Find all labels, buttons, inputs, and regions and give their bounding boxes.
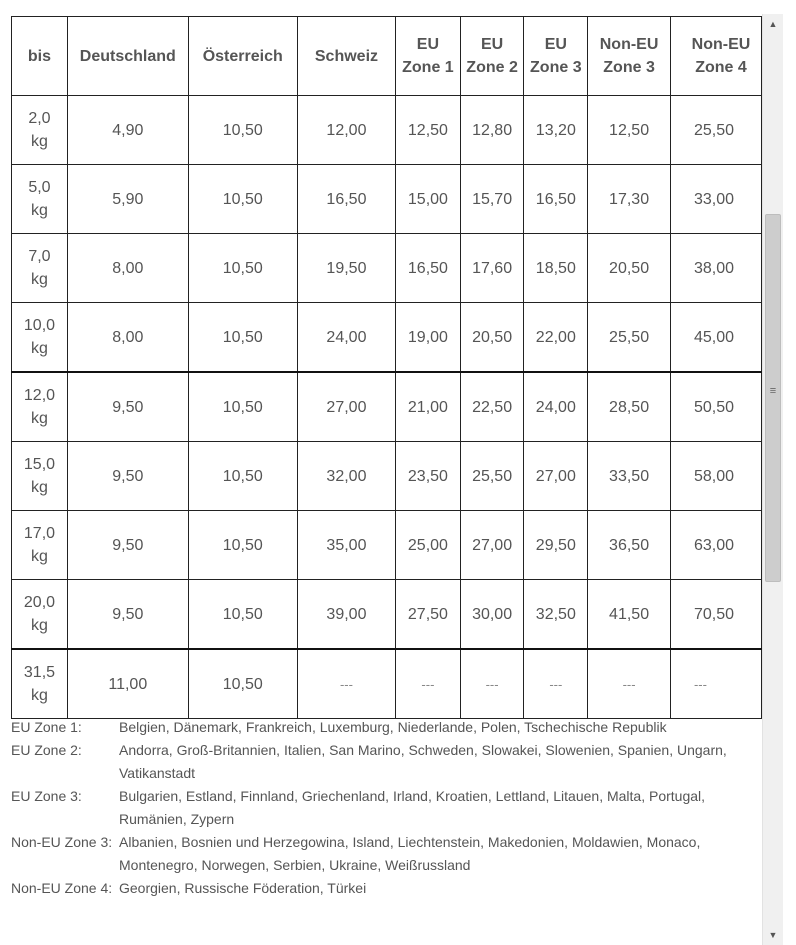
price-cell: 63,00 <box>670 511 761 580</box>
price-cell: 27,00 <box>460 511 524 580</box>
zone-note <box>11 739 756 785</box>
price-cell: 4,90 <box>67 96 188 165</box>
weight-cell: 12,0 kg <box>12 372 68 442</box>
price-cell: --- <box>297 649 395 719</box>
price-cell: 9,50 <box>67 442 188 511</box>
zone-note-label: Non-EU Zone 4: <box>11 880 113 896</box>
price-cell: 23,50 <box>396 442 461 511</box>
price-cell: 32,50 <box>524 580 588 650</box>
zone-note-countries: Belgien, Dänemark, Frankreich, Luxemburg, Niederlande, Polen, Tschechische Republik <box>119 719 667 735</box>
price-cell: --- <box>460 649 524 719</box>
zone-note-label: EU Zone 1: <box>11 719 82 735</box>
weight-cell: 5,0 kg <box>12 165 68 234</box>
price-cell: 33,00 <box>670 165 761 234</box>
price-cell: 10,50 <box>188 303 297 373</box>
price-cell: --- <box>670 649 761 719</box>
price-cell: 24,00 <box>524 372 588 442</box>
vertical-scrollbar[interactable] <box>762 14 783 945</box>
price-cell: 12,00 <box>297 96 395 165</box>
weight-cell: 20,0 kg <box>12 580 68 650</box>
table-row <box>12 649 762 719</box>
price-cell: 24,00 <box>297 303 395 373</box>
weight-cell: 10,0 kg <box>12 303 68 373</box>
price-cell: 45,00 <box>670 303 761 373</box>
zone-note-label: EU Zone 2: <box>11 742 82 758</box>
price-cell: 33,50 <box>588 442 671 511</box>
price-cell: 20,50 <box>588 234 671 303</box>
table-row <box>12 580 762 650</box>
price-cell: 21,00 <box>396 372 461 442</box>
price-cell: --- <box>588 649 671 719</box>
table-row <box>12 442 762 511</box>
price-cell: 27,00 <box>297 372 395 442</box>
zone-note-label: Non-EU Zone 3: <box>11 834 113 850</box>
table-row <box>12 511 762 580</box>
grip-icon: ≡ <box>769 385 777 397</box>
zone-note <box>11 877 756 900</box>
price-cell: 36,50 <box>588 511 671 580</box>
zone-note <box>11 716 756 739</box>
price-cell: 58,00 <box>670 442 761 511</box>
price-cell: 29,50 <box>524 511 588 580</box>
header-eu-zone-3: EU Zone 3 <box>524 17 588 96</box>
zone-note <box>11 785 756 831</box>
price-cell: 18,50 <box>524 234 588 303</box>
header-weight-limit: bis <box>12 17 68 96</box>
zone-note-countries: Albanien, Bosnien und Herzegowina, Island, Liechtenstein, Makedonien, Moldawien, Monaco, Montenegro, Norwegen, Serbien, Ukraine, Weißrussland <box>119 834 701 873</box>
price-cell: 17,30 <box>588 165 671 234</box>
weight-cell: 15,0 kg <box>12 442 68 511</box>
price-cell: 9,50 <box>67 580 188 650</box>
table-row <box>12 303 762 373</box>
header-deutschland: Deutschland <box>67 17 188 96</box>
price-cell: 10,50 <box>188 580 297 650</box>
price-cell: 16,50 <box>524 165 588 234</box>
table-row <box>12 372 762 442</box>
header-eu-zone-2: EU Zone 2 <box>460 17 524 96</box>
header-non-eu-zone-3: Non-EU Zone 3 <box>588 17 671 96</box>
zone-legend <box>11 716 756 900</box>
price-cell: 8,00 <box>67 234 188 303</box>
price-cell: 20,50 <box>460 303 524 373</box>
price-cell: 10,50 <box>188 511 297 580</box>
price-cell: 30,00 <box>460 580 524 650</box>
price-cell: 10,50 <box>188 442 297 511</box>
price-cell: 27,00 <box>524 442 588 511</box>
price-cell: --- <box>524 649 588 719</box>
scroll-down-icon[interactable]: ▼ <box>768 930 778 940</box>
scroll-up-icon[interactable]: ▲ <box>768 19 778 29</box>
weight-cell: 2,0 kg <box>12 96 68 165</box>
table-header-row <box>12 17 762 96</box>
table-row <box>12 165 762 234</box>
shipping-rates-table <box>11 16 762 719</box>
price-cell: 15,00 <box>396 165 461 234</box>
table-row <box>12 234 762 303</box>
price-cell: 22,00 <box>524 303 588 373</box>
price-cell: 8,00 <box>67 303 188 373</box>
weight-cell: 31,5 kg <box>12 649 68 719</box>
price-cell: 27,50 <box>396 580 461 650</box>
price-cell: 25,50 <box>588 303 671 373</box>
price-cell: 12,50 <box>396 96 461 165</box>
price-cell: 41,50 <box>588 580 671 650</box>
price-cell: 50,50 <box>670 372 761 442</box>
price-cell: 11,00 <box>67 649 188 719</box>
price-cell: 10,50 <box>188 234 297 303</box>
price-cell: 70,50 <box>670 580 761 650</box>
weight-cell: 7,0 kg <box>12 234 68 303</box>
header-oesterreich: Österreich <box>188 17 297 96</box>
price-cell: --- <box>396 649 461 719</box>
price-cell: 35,00 <box>297 511 395 580</box>
price-cell: 22,50 <box>460 372 524 442</box>
price-cell: 19,00 <box>396 303 461 373</box>
price-cell: 16,50 <box>396 234 461 303</box>
price-cell: 39,00 <box>297 580 395 650</box>
price-cell: 38,00 <box>670 234 761 303</box>
weight-cell: 17,0 kg <box>12 511 68 580</box>
price-cell: 19,50 <box>297 234 395 303</box>
table-row <box>12 96 762 165</box>
price-cell: 28,50 <box>588 372 671 442</box>
zone-note-label: EU Zone 3: <box>11 788 82 804</box>
price-cell: 17,60 <box>460 234 524 303</box>
zone-note-countries: Andorra, Groß-Britannien, Italien, San Marino, Schweden, Slowakei, Slowenien, Spanien, Ungarn, Vatikanstadt <box>119 742 727 781</box>
header-schweiz: Schweiz <box>297 17 395 96</box>
price-cell: 15,70 <box>460 165 524 234</box>
price-cell: 25,50 <box>670 96 761 165</box>
price-cell: 10,50 <box>188 165 297 234</box>
price-cell: 5,90 <box>67 165 188 234</box>
zone-note-countries: Georgien, Russische Föderation, Türkei <box>119 880 367 896</box>
price-cell: 9,50 <box>67 372 188 442</box>
price-cell: 13,20 <box>524 96 588 165</box>
price-cell: 10,50 <box>188 372 297 442</box>
zone-note <box>11 831 756 877</box>
price-cell: 10,50 <box>188 96 297 165</box>
price-cell: 12,50 <box>588 96 671 165</box>
price-cell: 25,00 <box>396 511 461 580</box>
price-cell: 9,50 <box>67 511 188 580</box>
header-non-eu-zone-4: Non-EU Zone 4 <box>670 17 761 96</box>
price-cell: 25,50 <box>460 442 524 511</box>
price-cell: 32,00 <box>297 442 395 511</box>
scrollbar-thumb[interactable] <box>765 214 781 582</box>
zone-note-countries: Bulgarien, Estland, Finnland, Griechenland, Irland, Kroatien, Lettland, Litauen, Malta, Portugal, Rumänien, Zypern <box>119 788 706 827</box>
price-cell: 10,50 <box>188 649 297 719</box>
price-cell: 16,50 <box>297 165 395 234</box>
header-eu-zone-1: EU Zone 1 <box>396 17 461 96</box>
price-cell: 12,80 <box>460 96 524 165</box>
